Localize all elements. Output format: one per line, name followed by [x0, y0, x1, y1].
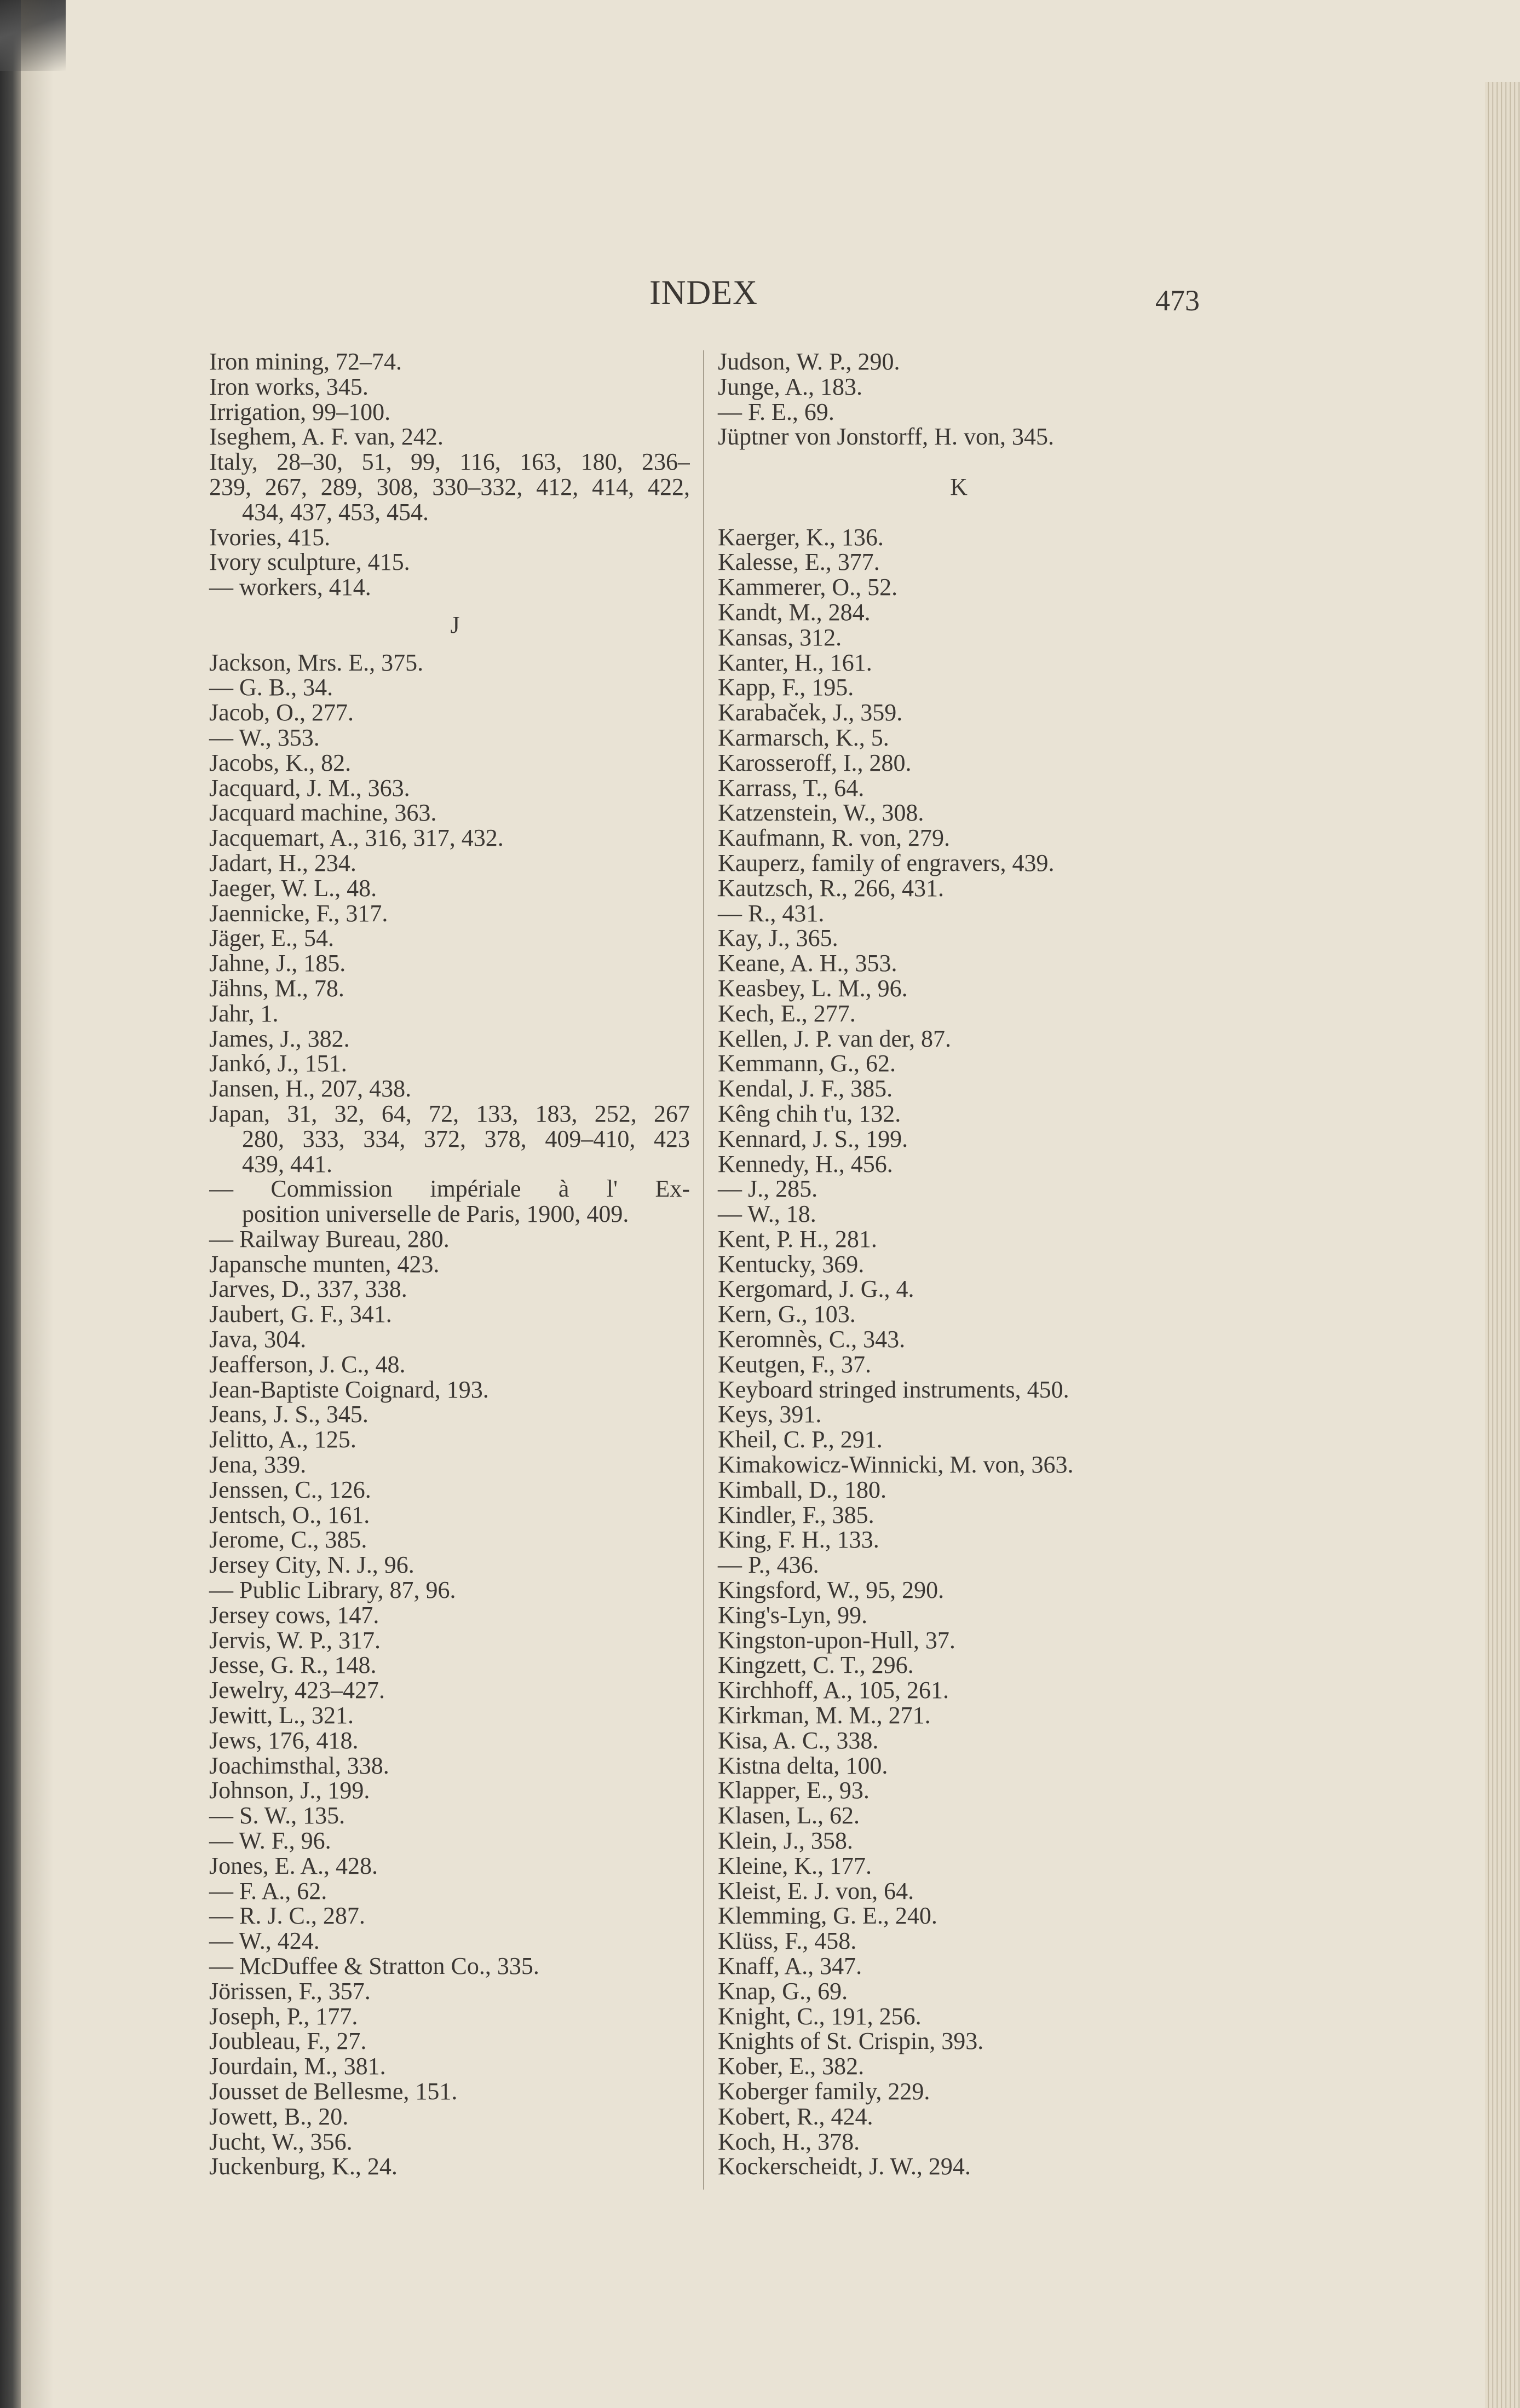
index-entry-line: Kennedy, H., 456. [718, 1150, 893, 1177]
index-entry-line: Keasbey, L. M., 96. [718, 974, 908, 1002]
gutter-shadow [21, 0, 54, 2408]
index-entry-line: Jerome, C., 385. [209, 1526, 367, 1554]
index-entry-line: Iron mining, 72–74. [209, 348, 402, 375]
index-entry-line: — F. E., 69. [718, 398, 834, 425]
index-entry-line: Jentsch, O., 161. [209, 1501, 370, 1528]
index-entry-line: Koberger family, 229. [718, 2077, 930, 2105]
index-entry-line: Klapper, E., 93. [718, 1777, 870, 1804]
index-entry-line: Kingsford, W., 95, 290. [718, 1577, 945, 1604]
index-entry-line: — Commission impériale à l' Ex- [209, 1176, 690, 1202]
index-entry-line: Juckenburg, K., 24. [209, 2153, 398, 2180]
index-entry-line: Jörissen, F., 357. [209, 1977, 371, 2005]
index-entry-line: — J., 285. [718, 1175, 818, 1203]
index-entry-line: Jacobs, K., 82. [209, 749, 352, 776]
index-entry-line: Karabaček, J., 359. [718, 699, 903, 726]
index-entry-line: — R. J. C., 287. [209, 1902, 365, 1930]
index-entry-line: 239, 267, 289, 308, 330–332, 412, 414, 422, [209, 474, 690, 500]
index-entry-line: Kimakowicz-Winnicki, M. von, 363. [718, 1451, 1074, 1479]
page-stack-edge [1485, 82, 1520, 2408]
index-entry-line: Jacob, O., 277. [209, 699, 354, 726]
index-entry-line: Irrigation, 99–100. [209, 398, 391, 425]
index-entry-line: Jackson, Mrs. E., 375. [209, 649, 424, 676]
index-entry-line: Kech, E., 277. [718, 1000, 856, 1027]
index-entry-line: Keyboard stringed instruments, 450. [718, 1376, 1069, 1403]
index-entry-line: Kern, G., 103. [718, 1301, 856, 1328]
index-entry-line: Kergomard, J. G., 4. [718, 1275, 914, 1303]
index-entry-line: — G. B., 34. [209, 674, 333, 701]
index-entry-line: Klein, J., 358. [718, 1827, 853, 1855]
index-entry-line: position universelle de Paris, 1900, 409. [242, 1200, 629, 1228]
index-entry-line: Kockerscheidt, J. W., 294. [718, 2153, 971, 2180]
index-entry-line: Kansas, 312. [718, 623, 842, 651]
index-entry-line: Knight, C., 191, 256. [718, 2002, 922, 2030]
index-entry-line: Jews, 176, 418. [209, 1726, 359, 1754]
index-entry-line: Kober, E., 382. [718, 2053, 865, 2080]
index-entry-line: 439, 441. [242, 1150, 332, 1177]
index-entry-line: Kalesse, E., 377. [718, 548, 880, 576]
index-entry-line: Jeans, J. S., 345. [209, 1401, 369, 1428]
index-column-right [718, 349, 1200, 2179]
index-entry-line: Jowett, B., 20. [209, 2103, 349, 2130]
index-entry-line: Kirchhoff, A., 105, 261. [718, 1677, 949, 1704]
index-entry-line: Kisa, A. C., 338. [718, 1726, 879, 1754]
index-entry-line: Keutgen, F., 37. [718, 1350, 872, 1378]
index-entry-line: Jaubert, G. F., 341. [209, 1301, 392, 1328]
index-entry-line: Knaff, A., 347. [718, 1953, 862, 1979]
index-entry-line: Jena, 339. [209, 1451, 307, 1479]
index-entry-line: Jersey City, N. J., 96. [209, 1551, 414, 1579]
index-entry-line: Kingston-upon-Hull, 37. [718, 1626, 955, 1654]
index-entry-line: Joachimsthal, 338. [209, 1752, 389, 1779]
index-entry-line: — S. W., 135. [209, 1802, 346, 1829]
index-entry-line: Kistna delta, 100. [718, 1752, 888, 1779]
index-entry-line: Jaeger, W. L., 48. [209, 874, 377, 902]
index-entry-line: Kindler, F., 385. [718, 1501, 874, 1528]
index-entry-line: Klemming, G. E., 240. [718, 1902, 937, 1930]
index-entry-line: Jacquard, J. M., 363. [209, 774, 410, 801]
index-entry-line: Kent, P. H., 281. [718, 1225, 877, 1252]
index-entry-line: Japansche munten, 423. [209, 1250, 440, 1278]
index-entry-line: Jourdain, M., 381. [209, 2053, 386, 2080]
index-column-left [209, 349, 690, 2179]
index-entry-line: Keys, 391. [718, 1401, 822, 1428]
index-entry-line: Jahr, 1. [209, 1000, 279, 1027]
index-entry-line: Kobert, R., 424. [718, 2103, 873, 2130]
index-entry-line: — McDuffee & Stratton Co., 335. [209, 1953, 539, 1979]
index-entry-line: Knap, G., 69. [718, 1977, 848, 2005]
index-entry-line: Kandt, M., 284. [718, 598, 871, 626]
index-entry-line: Kaufmann, R. von, 279. [718, 824, 951, 852]
index-entry-line: Kendal, J. F., 385. [718, 1075, 893, 1102]
index-entry-line: Kammerer, O., 52. [718, 574, 898, 601]
index-entry-line: Judson, W. P., 290. [718, 348, 900, 375]
index-entry-line: Kingzett, C. T., 296. [718, 1651, 914, 1679]
book-binding-edge [0, 0, 21, 2408]
index-entry-line: Kimball, D., 180. [718, 1476, 886, 1503]
index-entry-line: Kennard, J. S., 199. [718, 1125, 908, 1152]
index-entry-line: — Railway Bureau, 280. [209, 1225, 450, 1252]
index-entry-line: — W., 353. [209, 724, 320, 751]
index-entry-line: Jarves, D., 337, 338. [209, 1275, 407, 1303]
index-entry-line: Kemmann, G., 62. [718, 1050, 896, 1077]
index-entry-line: — W. F., 96. [209, 1827, 331, 1855]
index-entry-line: — R., 431. [718, 899, 825, 927]
index-entry-line: — W., 18. [718, 1200, 816, 1228]
index-entry-line: Iron works, 345. [209, 373, 369, 400]
index-entry-line: Ivory sculpture, 415. [209, 548, 410, 576]
index-entry-line: Jahne, J., 185. [209, 950, 346, 977]
index-entry-line: Kêng chih t'u, 132. [718, 1100, 901, 1127]
index-entry-line: Jervis, W. P., 317. [209, 1626, 381, 1654]
running-title: INDEX [649, 274, 758, 311]
index-entry-line: Kirkman, M. M., 271. [718, 1702, 931, 1729]
index-entry-line: Jansen, H., 207, 438. [209, 1075, 412, 1102]
index-entry-line: Jüptner von Jonstorff, H. von, 345. [718, 423, 1054, 451]
index-entry-line: Kanter, H., 161. [718, 649, 872, 676]
index-entry-line: Jewelry, 423–427. [209, 1677, 385, 1704]
index-entry-line: Karrass, T., 64. [718, 774, 865, 801]
page-number: 473 [1155, 284, 1200, 317]
index-entry-line: Iseghem, A. F. van, 242. [209, 423, 444, 451]
index-entry-line: Jähns, M., 78. [209, 974, 344, 1002]
index-entry-line: — Public Library, 87, 96. [209, 1577, 456, 1604]
index-entry-line: Kaerger, K., 136. [718, 523, 884, 551]
index-entry-line: Japan, 31, 32, 64, 72, 133, 183, 252, 267 [209, 1101, 690, 1127]
index-entry-line: Jäger, E., 54. [209, 925, 334, 952]
index-entry-line: Jousset de Bellesme, 151. [209, 2077, 458, 2105]
index-entry-line: 280, 333, 334, 372, 378, 409–410, 423 [242, 1126, 690, 1152]
index-entry-line: Jankó, J., 151. [209, 1050, 347, 1077]
index-entry-line: Kay, J., 365. [718, 925, 838, 952]
index-entry-line: Jadart, H., 234. [209, 849, 356, 876]
index-entry-line: Italy, 28–30, 51, 99, 116, 163, 180, 236– [209, 449, 690, 475]
index-entry-line: Klüss, F., 458. [718, 1927, 857, 1955]
index-entry-line: King, F. H., 133. [718, 1526, 879, 1554]
index-entry-line: Kauperz, family of engravers, 439. [718, 849, 1055, 876]
index-entry-line: Jucht, W., 356. [209, 2128, 353, 2155]
index-entry-line: Kellen, J. P. van der, 87. [718, 1025, 951, 1052]
index-entry-line: Jenssen, C., 126. [209, 1476, 371, 1503]
index-entry-line: Kentucky, 369. [718, 1250, 865, 1278]
index-entry-line: Kautzsch, R., 266, 431. [718, 874, 945, 902]
index-entry-line: Jacquemart, A., 316, 317, 432. [209, 824, 504, 852]
index-entry-line: King's-Lyn, 99. [718, 1601, 868, 1629]
index-entry-line: Jersey cows, 147. [209, 1601, 379, 1629]
index-entry-line: Joubleau, F., 27. [209, 2028, 367, 2055]
index-entry-line: Klasen, L., 62. [718, 1802, 860, 1829]
index-entry-line: — F. A., 62. [209, 1877, 327, 1904]
index-entry-line: Karmarsch, K., 5. [718, 724, 889, 751]
index-entry-line: — P., 436. [718, 1551, 819, 1579]
index-entry-line: Ivories, 415. [209, 523, 331, 551]
index-entry-line: Kheil, C. P., 291. [718, 1426, 883, 1453]
index-entry-line: Karosseroff, I., 280. [718, 749, 912, 776]
index-entry-line: Kleine, K., 177. [718, 1852, 872, 1879]
index-entry-line: Jewitt, L., 321. [209, 1702, 354, 1729]
index-entry-line: Jeafferson, J. C., 48. [209, 1350, 406, 1378]
index-entry-line: — workers, 414. [209, 574, 371, 601]
index-entry-line: — W., 424. [209, 1927, 320, 1955]
section-letter-heading: J [450, 611, 460, 638]
index-entry-line: Jesse, G. R., 148. [209, 1651, 377, 1679]
index-entry-line: Jelitto, A., 125. [209, 1426, 356, 1453]
index-entry-line: Jean-Baptiste Coignard, 193. [209, 1376, 489, 1403]
index-entry-line: Java, 304. [209, 1326, 307, 1353]
index-entry-line: Junge, A., 183. [718, 373, 862, 400]
index-entry-line: Johnson, J., 199. [209, 1777, 370, 1804]
index-entry-line: Keane, A. H., 353. [718, 950, 897, 977]
index-entry-line: Jones, E. A., 428. [209, 1852, 378, 1879]
index-entry-line: Jaennicke, F., 317. [209, 899, 388, 927]
index-entry-line: Kleist, E. J. von, 64. [718, 1877, 914, 1904]
index-entry-line: Koch, H., 378. [718, 2128, 860, 2155]
index-entry-line: Joseph, P., 177. [209, 2002, 358, 2030]
column-divider [703, 350, 704, 2190]
index-entry-line: Katzenstein, W., 308. [718, 799, 924, 827]
index-entry-line: James, J., 382. [209, 1025, 350, 1052]
index-entry-line: Keromnès, C., 343. [718, 1326, 906, 1353]
section-letter-heading: K [950, 473, 968, 501]
index-entry-line: Knights of St. Crispin, 393. [718, 2028, 984, 2055]
index-entry-line: Jacquard machine, 363. [209, 799, 437, 827]
index-entry-line: Kapp, F., 195. [718, 674, 854, 701]
index-entry-line: 434, 437, 453, 454. [242, 498, 429, 526]
